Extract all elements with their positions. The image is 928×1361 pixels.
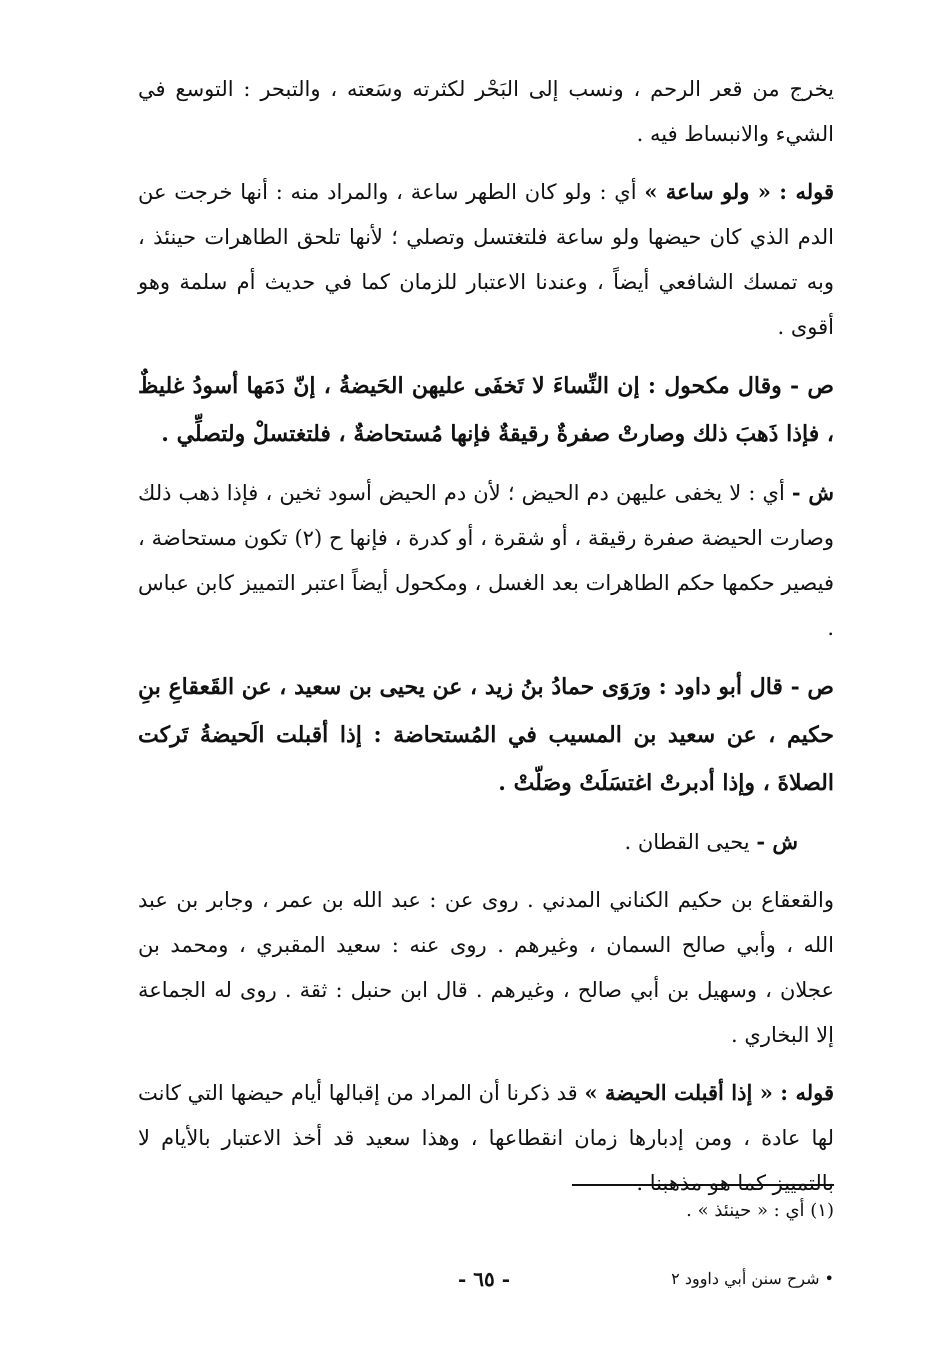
paragraph-3-text: ص - وقال مكحول : إن النِّساءَ لا تَخفَى عليهن الحَيضةُ ، إنّ دَمَها أسودُ غليظٌ ، فإذا ذَهبَ ذلك وصارتْ صفرةٌ رقيقةٌ فإنها مُستحاضةٌ ، فلتغتسلْ ولتصلِّي . (138, 373, 834, 447)
paragraph-2 (138, 169, 834, 350)
footnote-separator (572, 1184, 834, 1186)
paragraph-5-text: ص - قال أبو داود : ورَوَى حمادُ بنُ زيد ، عن يحيى بن سعيد ، عن القَعقاعِ بنِ حكيم ، عن سعيد بن المسيب في المُستحاضة : إذا أقبلت الَحيضةُ تَركت الصلاةَ ، وإذا أدبرتْ اغتسَلَتْ وصَلّتْ . (138, 674, 834, 796)
paragraph-8-lead: قوله : « إذا أقبلت الحيضة » (584, 1080, 835, 1105)
paragraph-6-lead: ش - (756, 829, 798, 854)
paragraph-1-text: يخرج من قعر الرحم ، ونسب إلى البَحْر لكثرته وسَعته ، والتبحر : التوسع في الشيء والانبساط فيه . (138, 77, 834, 146)
paragraph-6 (138, 819, 834, 865)
book-title: • شرح سنن أبي داوود ٢ (671, 1269, 834, 1288)
page-number: - ٦٥ - (458, 1267, 511, 1291)
paragraph-3 (138, 362, 834, 458)
paragraph-2-text: أي : ولو كان الطهر ساعة ، والمراد منه : أنها خرجت عن الدم الذي كان حيضها ولو ساعة فلتغتسل وتصلي ؛ لأنها تلحق الطاهرات حينئذ ، وبه تمسك الشافعي أيضاً ، وعندنا الاعتبار للزمان كما في حديث أم سلمة وهو أقوى . (138, 180, 834, 339)
paragraph-5 (138, 663, 834, 807)
paragraph-7-text: والقعقاع بن حكيم الكناني المدني . روى عن : عبد الله بن عمر ، وجابر بن عبد الله ، وأبي صالح السمان ، وغيرهم . روى عنه : سعيد المقبري ، ومحمد بن عجلان ، وسهيل بن أبي صالح ، وغيرهم . قال ابن حنبل : ثقة . روى له الجماعة إلا البخاري . (138, 888, 834, 1047)
main-text (138, 66, 834, 1218)
paragraph-1 (138, 66, 834, 157)
paragraph-4-lead: ش - (791, 480, 834, 505)
paragraph-4 (138, 470, 834, 651)
paragraph-2-lead: قوله : « ولو ساعة » (644, 179, 834, 204)
paragraph-4-text: أي : لا يخفى عليهن دم الحيض ؛ لأن دم الحيض أسود ثخين ، فإذا ذهب ذلك وصارت الحيضة صفرة رقيقة ، أو شقرة ، أو كدرة ، فإنها ح (٢) تكون مستحاضة ، فيصير حكمها حكم الطاهرات بعد الغسل ، ومكحول أيضاً اعتبر التمييز كابن عباس . (138, 481, 834, 640)
paragraph-7 (138, 877, 834, 1058)
footnote: (١) أي : « حينئذ » . (686, 1200, 834, 1221)
paragraph-6-text: يحيى القطان . (624, 830, 757, 854)
page-footer (138, 1264, 834, 1298)
paragraph-8-text: قد ذكرنا أن المراد من إقبالها أيام حيضها التي كانت لها عادة ، ومن إدبارها زمان انقطاعها ، وهذا سعيد قد أخذ الاعتبار بالأيام لا بالتمييز كما هو مذهبنا . (138, 1081, 834, 1195)
